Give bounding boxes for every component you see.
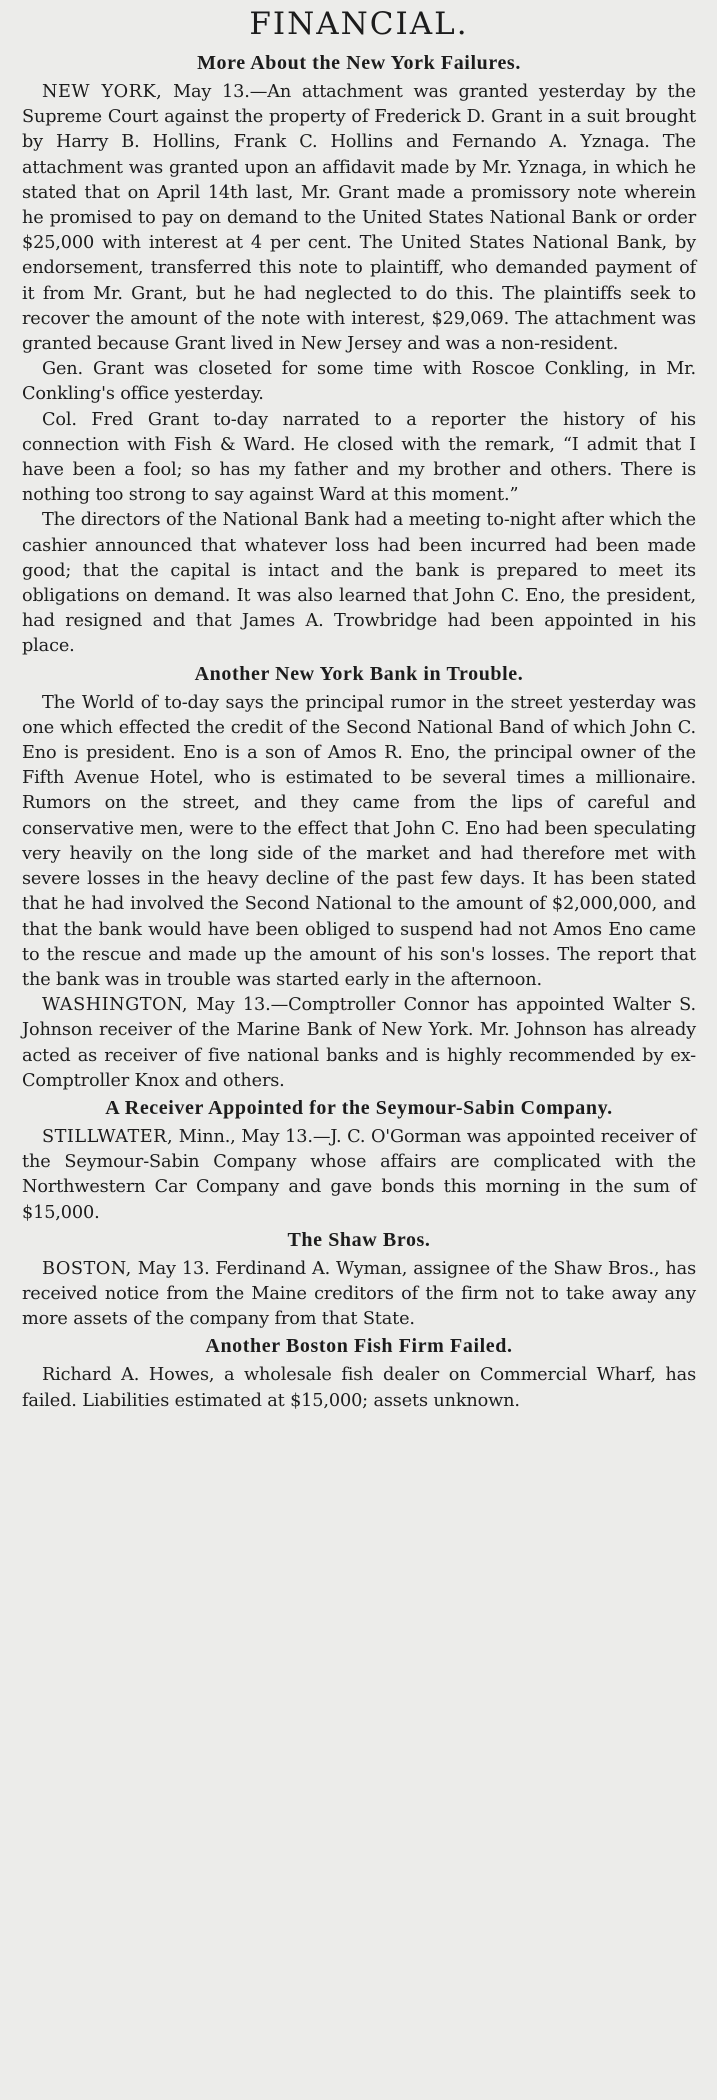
article-paragraph	[22, 1363, 696, 1413]
dateline: BOSTON,	[42, 1258, 132, 1279]
section-title: FINANCIAL.	[249, 6, 469, 42]
paragraph-text: The World of to-day says the principal rumor in the street yesterday was one which effected the credit of the Second National Band of which John C. Eno is president. Eno is a son of Amos R. Eno, the principal owner of the Fifth Avenue Hotel, who is estimated to be several times a millionaire. Rumors on the street, and they came from the lips of careful and conservative men, were to the effect that John C. Eno had been speculating very heavily on the long side of the market and had therefore met with severe losses in the heavy decline of the past few days. It has been stated that he had involved the Second National to the amount of $2,000,000, and that the bank would have been obliged to suspend had not Amos Eno came to the rescue and made up the amount of his son's losses. The report that the bank was in trouble was started early in the afternoon.	[22, 692, 696, 990]
paragraph-text: Richard A. Howes, a wholesale fish dealer on Commercial Wharf, has failed. Liabilities estimated at $15,000; assets unknown.	[22, 1365, 696, 1411]
article-paragraph	[22, 80, 696, 357]
paragraph-text: May 13.—An attachment was granted yesterday by the Supreme Court against the property of Frederick D. Grant in a suit brought by Harry B. Hollins, Frank C. Hollins and Fernando A. Yznaga. The attachment was granted upon an affidavit made by Mr. Yznaga, in which he stated that on April 14th last, Mr. Grant made a promissory note wherein he promised to pay on demand to the United States National Bank or order $25,000 with interest at 4 per cent. The United States National Bank, by endorsement, transferred this note to plaintiff, who demanded payment of it from Mr. Grant, but he had neglected to do this. The plaintiffs seek to recover the amount of the note with interest, $29,069. The attachment was granted because Grant lived in New Jersey and was a non-resident.	[22, 82, 696, 355]
dateline: STILLWATER,	[42, 1126, 174, 1147]
dateline: WASHINGTON,	[42, 995, 188, 1016]
article-ny-bank-trouble	[22, 662, 696, 1094]
article-paragraph	[22, 408, 696, 509]
news-column	[22, 6, 696, 1416]
article-ny-failures	[22, 51, 696, 660]
paragraph-text: Minn., May 13.—J. C. O'Gorman was appointed receiver of the Seymour-Sabin Company whose affairs are complicated with the Northwestern Car Company and gave bonds this morning in the sum of $15,000.	[22, 1126, 696, 1223]
article-paragraph	[22, 357, 696, 407]
article-heading: A Receiver Appointed for the Seymour-Sabin Company.	[105, 1096, 613, 1119]
paragraph-text: May 13. Ferdinand A. Wyman, assignee of the Shaw Bros., has received notice from the Maine creditors of the firm not to take away any more assets of the company from that State.	[22, 1258, 696, 1330]
article-heading: The Shaw Bros.	[287, 1228, 431, 1251]
paragraph-text: Gen. Grant was closeted for some time with Roscoe Conkling, in Mr. Conkling's office yesterday.	[22, 359, 696, 405]
article-paragraph	[22, 993, 696, 1094]
article-paragraph	[22, 691, 696, 993]
article-boston-fish-firm	[22, 1334, 696, 1413]
paragraph-text: The directors of the National Bank had a meeting to-night after which the cashier announced that whatever loss had been incurred had been made good; that the capital is intact and the bank is prepared to meet its obligations on demand. It was also learned that John C. Eno, the president, had resigned and that James A. Trowbridge had been appointed in his place.	[22, 510, 696, 657]
article-seymour-sabin	[22, 1096, 696, 1226]
article-shaw-bros	[22, 1228, 696, 1333]
article-heading: Another New York Bank in Trouble.	[194, 662, 524, 685]
paragraph-text: May 13.—Comptroller Connor has appointed Walter S. Johnson receiver of the Marine Bank of New York. Mr. Johnson has already acted as receiver of five national banks and is highly recommended by ex-Comptroller Knox and others.	[22, 995, 696, 1091]
article-paragraph	[22, 1125, 696, 1226]
paragraph-text: Col. Fred Grant to-day narrated to a reporter the history of his connection with Fish & Ward. He closed with the remark, “I admit that I have been a fool; so has my father and my brother and others. There is nothing too strong to say against Ward at this moment.”	[22, 409, 696, 506]
article-heading: More About the New York Failures.	[197, 52, 521, 74]
dateline: NEW YORK,	[42, 82, 163, 102]
article-paragraph	[22, 508, 696, 659]
article-paragraph	[22, 1257, 696, 1333]
article-heading: Another Boston Fish Firm Failed.	[205, 1335, 513, 1358]
